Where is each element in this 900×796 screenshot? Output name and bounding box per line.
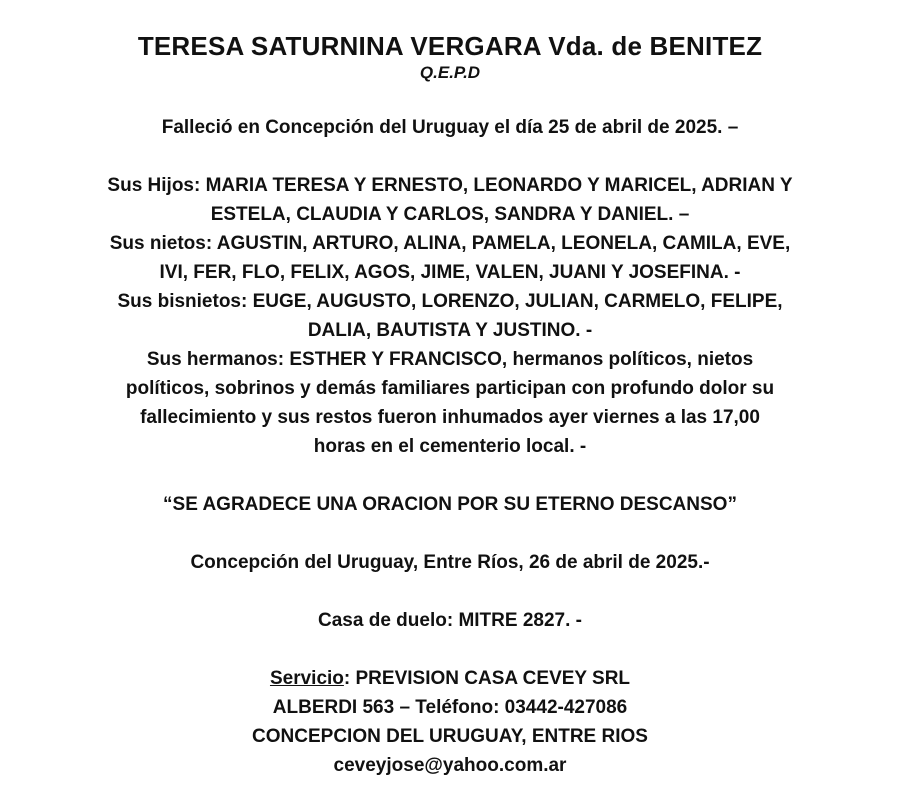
- service-label: Servicio: [269, 668, 344, 689]
- family-line: ESTELA, CLAUDIA Y CARLOS, SANDRA Y DANIEL. –: [210, 204, 690, 225]
- spacer: [0, 84, 900, 113]
- service-city: CONCEPCION DEL URUGUAY, ENTRE RIOS: [252, 726, 648, 747]
- spacer: [0, 142, 900, 171]
- family-line: fallecimiento y sus restos fueron inhumados ayer viernes a las 17,00: [140, 407, 760, 428]
- family-line: Sus Hijos: MARIA TERESA Y ERNESTO, LEONARDO Y MARICEL, ADRIAN Y: [107, 175, 793, 196]
- deceased-name: TERESA SATURNINA VERGARA Vda. de BENITEZ: [137, 31, 763, 61]
- spacer: [0, 635, 900, 664]
- service-email: ceveyjose@yahoo.com.ar: [333, 755, 567, 776]
- service-name: : PREVISION CASA CEVEY SRL: [343, 668, 631, 689]
- spacer: [0, 461, 900, 490]
- family-line: DALIA, BAUTISTA Y JUSTINO. -: [307, 320, 593, 341]
- prayer-request: “SE AGRADECE UNA ORACION POR SU ETERNO DESCANSO”: [163, 494, 737, 515]
- family-line: políticos, sobrinos y demás familiares participan con profundo dolor su: [125, 378, 775, 399]
- family-line: Sus nietos: AGUSTIN, ARTURO, ALINA, PAMELA, LEONELA, CAMILA, EVE,: [109, 233, 791, 254]
- family-line: horas en el cementerio local. -: [313, 436, 587, 457]
- funeral-service-block: [0, 664, 900, 780]
- death-announcement: Falleció en Concepción del Uruguay el día 25 de abril de 2025. –: [161, 117, 739, 138]
- family-line: Sus hermanos: ESTHER Y FRANCISCO, hermanos políticos, nietos: [146, 349, 754, 370]
- place-date: Concepción del Uruguay, Entre Ríos, 26 de abril de 2025.-: [190, 552, 710, 573]
- service-line: [0, 664, 900, 693]
- family-line: IVI, FER, FLO, FELIX, AGOS, JIME, VALEN, JUANI Y JOSEFINA. -: [159, 262, 741, 283]
- spacer: [0, 519, 900, 548]
- mourning-house: Casa de duelo: MITRE 2827. -: [318, 610, 582, 631]
- qepd-line: Q.E.P.D: [419, 63, 481, 82]
- spacer: [0, 577, 900, 606]
- service-address: ALBERDI 563 – Teléfono: 03442-427086: [272, 697, 628, 718]
- family-block: [0, 171, 900, 461]
- family-line: Sus bisnietos: EUGE, AUGUSTO, LORENZO, JULIAN, CARMELO, FELIPE,: [117, 291, 783, 312]
